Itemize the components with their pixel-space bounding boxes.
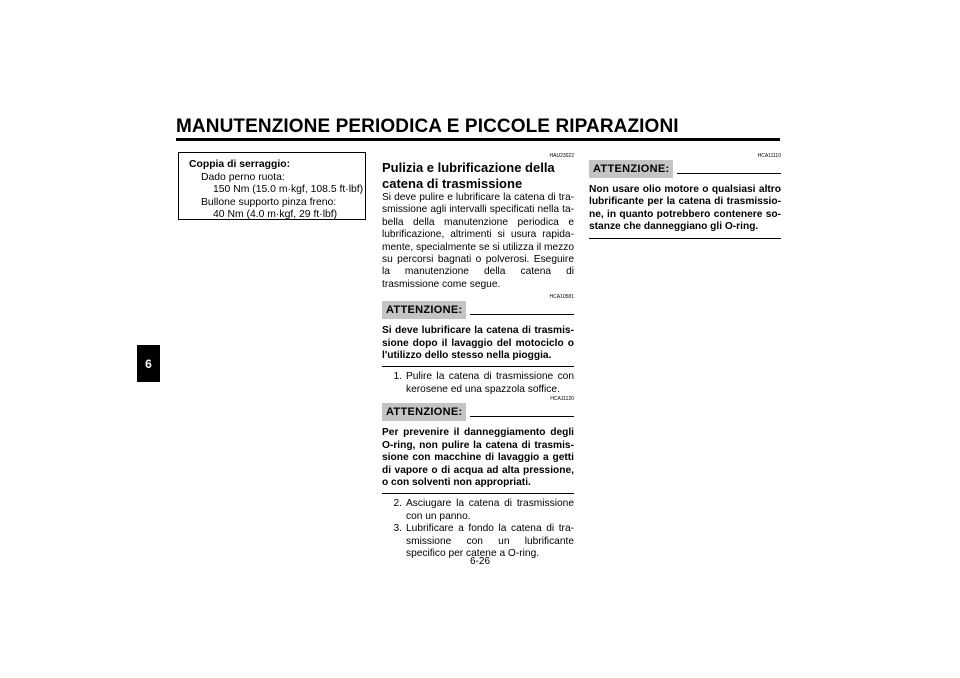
- attention-text-1: Si deve lubrificare la catena di trasmis-sione dopo il lavaggio del motociclo o l'utilizzo dello stesso nella pioggia.: [382, 325, 574, 367]
- attention-label-2: ATTENZIONE:: [382, 403, 466, 421]
- attention-rule-3: [677, 173, 781, 174]
- step-3-number: 3.: [393, 523, 402, 535]
- middle-column: [382, 153, 574, 560]
- attention-text-2: Per prevenire il danneggiamento degli O-ring, non pulire la catena di trasmis-sione con macchine di lavaggio a getti di vapore o di acqua ad alta pressione, o con solventi non appropriati.: [382, 427, 574, 494]
- attention-rule-1: [470, 314, 574, 315]
- section-intro: Si deve pulire e lubrificare la catena di tra-smissione agli intervalli specificati nella ta-bella della manutenzione periodica e lubrificazione, altrimenti si usura rapida-mente, specialmente se si utilizza il mezzo su percorsi bagnati o polverosi. Eseguire la manutenzione della catena di trasmissione come segue.: [382, 192, 574, 290]
- step-2-text: Asciugare la catena di trasmissione con un panno.: [406, 498, 574, 522]
- attention-header-2: [382, 403, 574, 423]
- attention-label-3: ATTENZIONE:: [589, 160, 673, 178]
- right-column: [589, 153, 781, 239]
- attention-rule-2: [470, 416, 574, 417]
- attention-code-1: HCA10581: [549, 294, 574, 301]
- spec-line-3: Bullone supporto pinza freno:: [201, 196, 337, 208]
- step-1-text: Pulire la catena di trasmissione con kerosene ed una spazzola soffice.: [406, 371, 574, 395]
- attention-label-1: ATTENZIONE:: [382, 301, 466, 319]
- attention-text-3: Non usare olio motore o qualsiasi altro lubrificante per la catena di trasmissio-ne, in quanto potrebbero contenere so-stanze che danneggiano gli O-ring.: [589, 184, 781, 239]
- spec-line-2: 150 Nm (15.0 m·kgf, 108.5 ft·lbf): [213, 184, 364, 196]
- step-2-number: 2.: [393, 498, 402, 510]
- step-2: [382, 498, 574, 523]
- chapter-tab: [137, 345, 160, 382]
- step-1-number: 1.: [393, 371, 402, 383]
- spec-line-4: 40 Nm (4.0 m·kgf, 29 ft·lbf): [213, 209, 338, 221]
- page-title: MANUTENZIONE PERIODICA E PICCOLE RIPARAZIONI: [176, 116, 679, 137]
- attention-code-3: HCA11110: [757, 153, 781, 159]
- section-heading: Pulizia e lubrificazione della catena di trasmissione: [382, 160, 555, 191]
- step-1: [382, 371, 574, 396]
- title-rule: [176, 138, 780, 141]
- spec-heading: Coppia di serraggio:: [189, 159, 291, 170]
- step-3-text: Lubrificare a fondo la catena di tra-smissione con un lubrificante specifico per catene a O-ring.: [406, 523, 574, 559]
- section-code: HAU23022: [549, 153, 574, 159]
- page-number: 6-26: [469, 556, 490, 567]
- chapter-tab-label: 6: [145, 356, 152, 371]
- step-3: [382, 523, 574, 560]
- attention-header-1: [382, 301, 574, 321]
- attention-code-2: HCA11120: [550, 396, 574, 403]
- attention-header-3: [589, 160, 781, 180]
- spec-line-1: Dado perno ruota:: [201, 171, 285, 183]
- torque-spec-box: [178, 152, 366, 220]
